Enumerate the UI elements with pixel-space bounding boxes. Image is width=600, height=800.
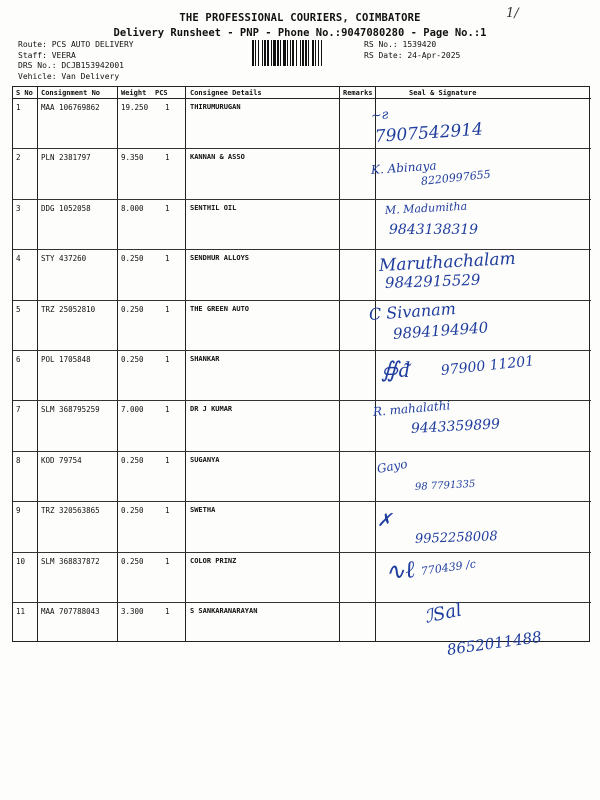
barcode-icon [252, 40, 356, 66]
signature-phone: 9952258008 [414, 529, 498, 548]
signature-phone: 98 7791335 [414, 478, 476, 493]
row-weight: 0.250 [121, 254, 144, 264]
row-consignment-no: SLM 368837872 [41, 556, 100, 566]
signature-scribble: ✗ [377, 510, 393, 532]
table-row [13, 250, 591, 300]
row-consignee: SHANKAR [190, 355, 220, 363]
table-row [13, 351, 591, 401]
row-consignment-no: MAA 106769862 [41, 103, 100, 112]
drs-line: DRS No.: DCJB153942001 [18, 61, 124, 70]
signature-phone: 9443359899 [410, 416, 501, 438]
row-weight: 7.000 [121, 405, 144, 415]
header-weight: Weight [121, 89, 147, 97]
handwritten-page-mark: 1/ [506, 6, 519, 21]
header-consignee: Consignee Details [190, 89, 262, 97]
signature-scribble: ℐSal [422, 599, 464, 628]
table-row [13, 99, 591, 149]
table-row [13, 200, 591, 250]
header-consignment: Consignment No [41, 89, 101, 97]
row-sno: 5 [16, 304, 21, 314]
row-weight: 0.250 [121, 304, 144, 314]
row-consignee: SWETHA [190, 506, 216, 515]
row-pcs: 1 [165, 405, 170, 415]
signature-phone: 9843138319 [389, 221, 479, 238]
row-weight: 0.250 [121, 455, 144, 465]
row-pcs: 1 [165, 304, 170, 314]
row-consignee: THE GREEN AUTO [190, 304, 250, 313]
signature-phone: 8220997655 [420, 168, 492, 189]
signature-phone: 770439 /c [420, 556, 477, 578]
signature-scribble: Gayo [375, 456, 409, 476]
row-pcs: 1 [165, 153, 170, 163]
signature-scribble: M. Madumitha [384, 199, 468, 217]
row-weight: 19.250 [121, 103, 149, 112]
signature-phone: 97900 11201 [440, 353, 535, 379]
row-consignee: THIRUMURUGAN [190, 103, 241, 111]
row-weight: 0.250 [121, 355, 144, 364]
row-sno: 9 [16, 506, 21, 516]
row-pcs: 1 [165, 455, 170, 465]
runsheet-table [12, 86, 590, 659]
row-consignment-no: TRZ 25052810 [41, 304, 96, 314]
row-consignment-no: STY 437260 [41, 254, 87, 264]
signature-scribble: C Sivanam [368, 298, 457, 324]
row-sno: 3 [16, 203, 21, 213]
signature-phone: 9894194940 [392, 317, 489, 343]
row-pcs: 1 [165, 506, 170, 516]
row-sno: 1 [16, 103, 21, 112]
signature-phone: 8652011488 [445, 627, 543, 659]
signature-phone: 9842915529 [384, 270, 481, 293]
row-weight: 3.300 [121, 607, 144, 616]
row-consignee: KANNAN & ASSO [190, 153, 245, 162]
row-consignment-no: PLN 2381797 [41, 153, 91, 163]
row-pcs: 1 [165, 103, 170, 112]
table-row [13, 398, 591, 451]
row-weight: 0.250 [121, 556, 144, 566]
row-consignee: SUGANYA [190, 455, 220, 464]
signature-scribble: ∯ᵭ [381, 358, 410, 383]
row-sno: 10 [16, 556, 26, 566]
table-row [13, 502, 591, 552]
row-sno: 4 [16, 254, 21, 264]
row-consignment-no: POL 1705848 [41, 355, 91, 364]
table-row [13, 149, 591, 199]
row-sno: 11 [16, 607, 26, 616]
signature-scribble: ∿ℓ [382, 554, 417, 587]
table-row [13, 599, 591, 659]
header-seal-signature: Seal & Signature [409, 89, 477, 97]
signature-scribble: Maruthachalam [378, 249, 517, 277]
row-consignee: S SANKARANARAYAN [190, 607, 258, 615]
header-pcs: PCS [155, 89, 168, 97]
row-consignment-no: TRZ 320563865 [41, 506, 100, 516]
row-weight: 8.000 [121, 203, 144, 213]
meta-left [18, 40, 134, 82]
row-consignment-no: KOD 79754 [41, 455, 82, 465]
company-title: THE PROFESSIONAL COURIERS, COIMBATORE [179, 12, 421, 24]
table-row [13, 298, 591, 351]
row-pcs: 1 [165, 556, 170, 566]
rs-date: RS Date: 24-Apr-2025 [364, 50, 461, 60]
meta-right [364, 40, 460, 61]
row-consignment-no: DDG 1052058 [41, 203, 91, 213]
header-remarks: Remarks [343, 89, 373, 97]
row-sno: 2 [16, 153, 21, 163]
row-sno: 6 [16, 355, 21, 364]
signature-scribble: K. Abinaya [370, 158, 437, 178]
row-consignment-no: MAA 707788043 [41, 607, 100, 616]
row-pcs: 1 [165, 254, 170, 264]
signature-phone: 7907542914 [374, 119, 484, 147]
header-sno: S No [16, 89, 33, 97]
row-sno: 8 [16, 455, 21, 465]
row-pcs: 1 [165, 203, 170, 213]
vehicle-line: Vehicle: Van Delivery [18, 71, 120, 81]
row-consignee: COLOR PRINZ [190, 556, 237, 565]
row-pcs: 1 [165, 607, 170, 616]
row-consignee: SENTHIL OIL [190, 203, 237, 212]
row-weight: 9.350 [121, 153, 144, 163]
row-consignee: DR J KUMAR [190, 405, 233, 414]
row-sno: 7 [16, 405, 21, 415]
rs-number: RS No.: 1539420 [364, 40, 437, 49]
signature-scribble: ~ƨ [370, 107, 390, 124]
signature-scribble: R. mahalathi [372, 398, 451, 420]
route-line: Route: PCS AUTO DELIVERY [18, 40, 134, 49]
table-row [13, 452, 591, 502]
runsheet-subtitle: Delivery Runsheet - PNP - Phone No.:9047080280 - Page No.:1 [113, 27, 487, 39]
row-consignment-no: SLM 368795259 [41, 405, 100, 415]
staff-line: Staff: VEERA [18, 50, 76, 60]
table-row [13, 553, 591, 603]
row-pcs: 1 [165, 355, 170, 364]
row-consignee: SENDHUR ALLOYS [190, 254, 250, 263]
row-weight: 0.250 [121, 506, 144, 516]
table-header [13, 87, 591, 99]
